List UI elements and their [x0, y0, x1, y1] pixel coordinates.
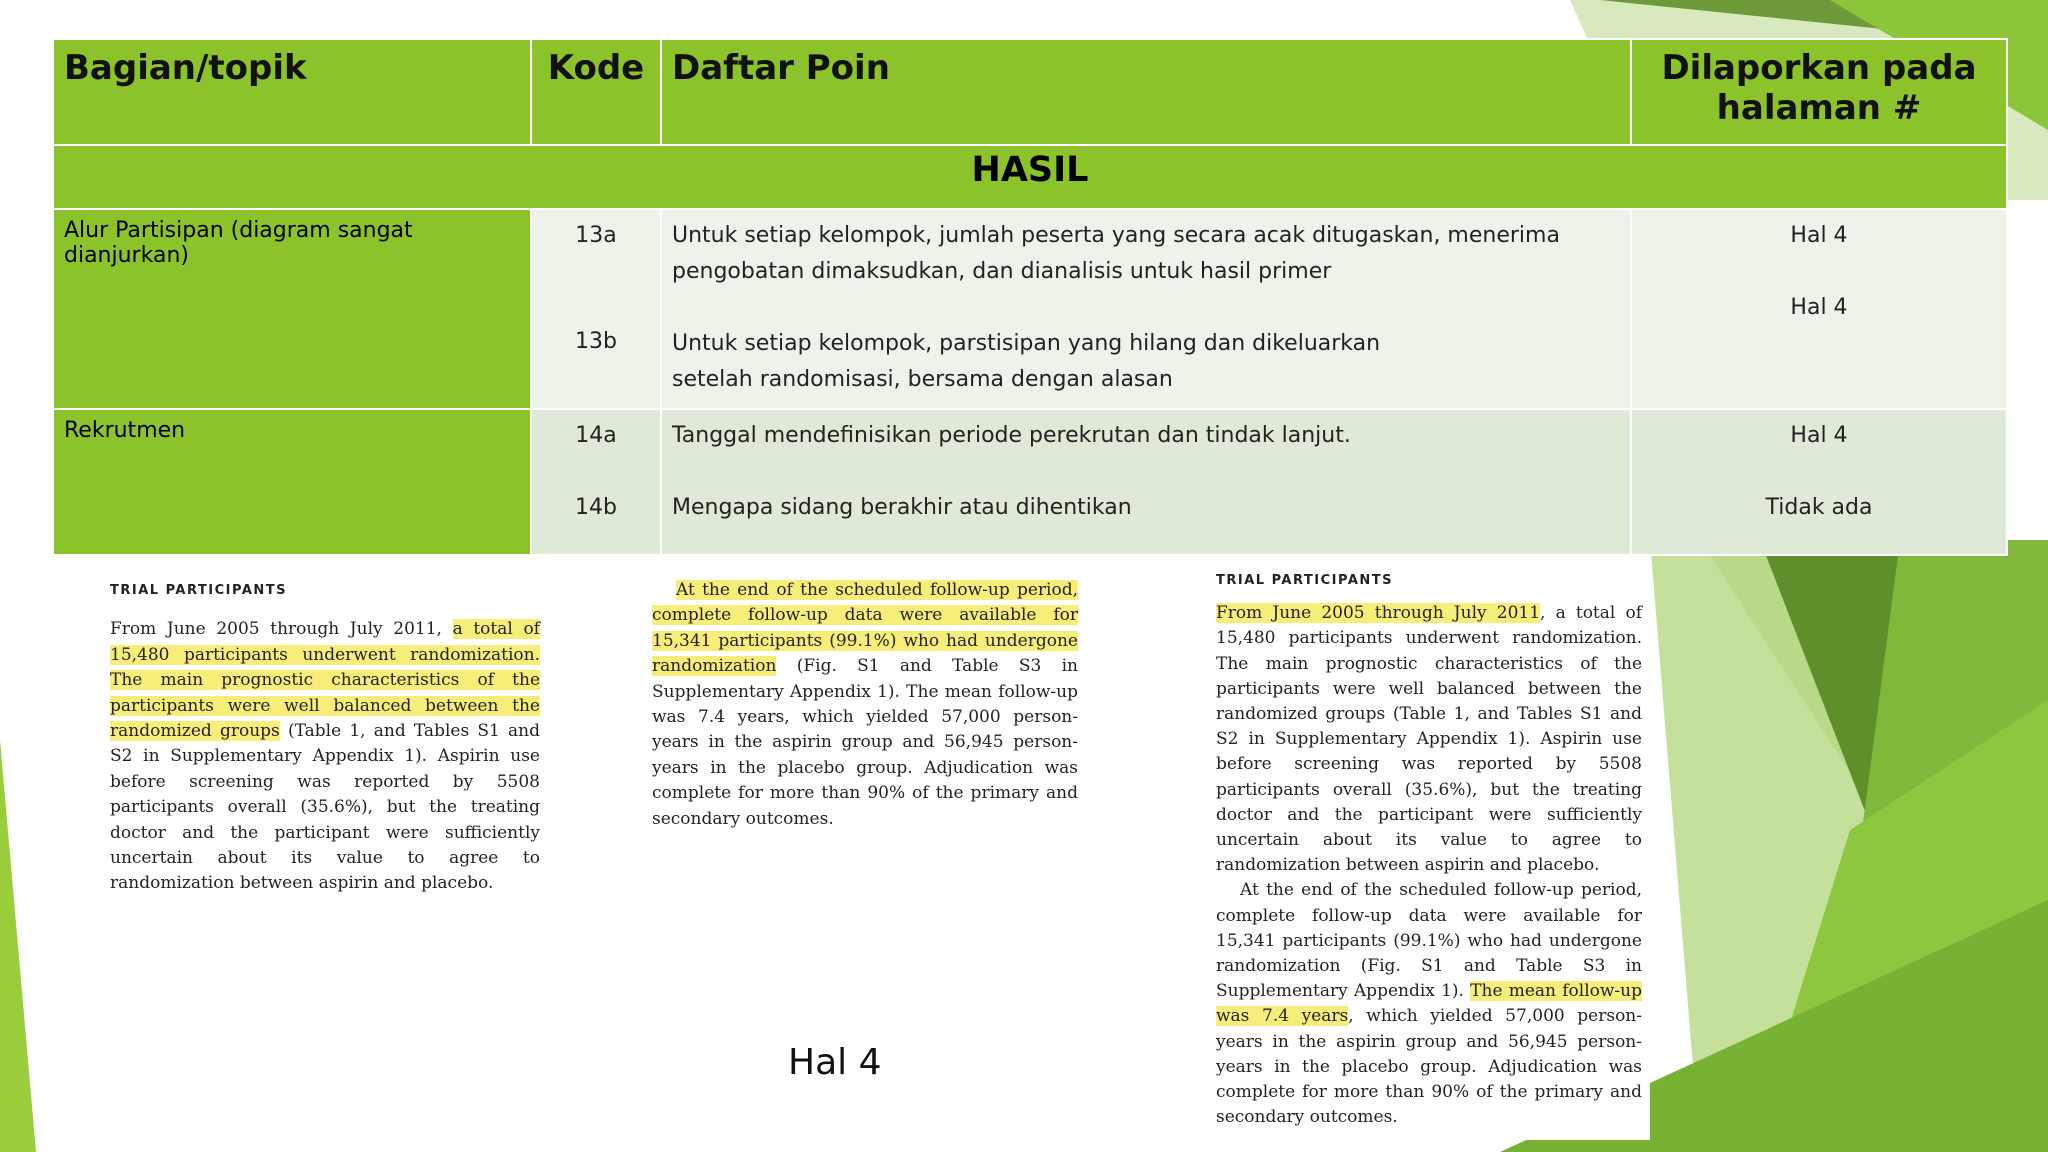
excerpt-heading: TRIAL PARTICIPANTS — [110, 583, 287, 598]
row-codes — [531, 409, 661, 555]
excerpt-heading: TRIAL PARTICIPANTS — [1216, 573, 1393, 588]
excerpt-paragraph: From June 2005 through July 2011, a total of 15,480 participants underwent randomization. The main prognostic characteristics of the participants were well balanced between the randomized groups (Table 1, and Tables S1 and S2 in Supplementary Appendix 1). Aspirin use before screening was reported by 5508 participants overall (35.6%), but the treating doctor and the participant were sufficiently uncertain about its value to agree to randomization between aspirin and placebo. — [110, 619, 540, 894]
highlighted-text: The mean follow-up was 7.4 years — [1216, 981, 1642, 1027]
page-caption: Hal 4 — [788, 1042, 882, 1083]
highlighted-text: a total of 15,480 participants underwent randomization. The main prognostic characteristics of the participants were well balanced between the randomized groups — [110, 619, 540, 742]
excerpt-middle — [652, 578, 1078, 832]
highlighted-text: From June 2005 through July 2011 — [1216, 603, 1541, 624]
item-text: Tanggal mendefinisikan periode perekrutan dan tindak lanjut. — [672, 423, 1351, 448]
item-code: 13b — [575, 329, 617, 354]
item-text: Untuk setiap kelompok, parstisipan yang hilang dan dikeluarkan setelah randomisasi, bersama dengan alasan — [672, 331, 1381, 392]
item-code: 14a — [575, 423, 617, 448]
table-header-row — [53, 39, 2007, 145]
item-text: Untuk setiap kelompok, jumlah peserta yang secara acak ditugaskan, menerima pengobatan dimaksudkan, dan dianalisis untuk hasil primer — [672, 223, 1560, 284]
section-title: HASIL — [53, 145, 2007, 209]
consort-checklist-table — [52, 38, 2008, 556]
table-row — [53, 209, 2007, 409]
row-topic: Rekrutmen — [53, 409, 531, 555]
highlighted-text: At the end of the scheduled follow-up period, complete follow-up data were available for 15,341 participants (99.1%) who had undergone randomization — [652, 580, 1078, 677]
item-page: Hal 4 — [1790, 295, 1848, 320]
header-topic: Bagian/topik — [53, 39, 531, 145]
item-code: 14b — [575, 495, 617, 520]
excerpt-paragraph: From June 2005 through July 2011, a total of 15,480 participants underwent randomization. The main prognostic characteristics of the participants were well balanced between the randomized groups (Table 1, and Tables S1 and S2 in Supplementary Appendix 1). Aspirin use before screening was reported by 5508 participants overall (35.6%), but the treating doctor and the participant were sufficiently uncertain about its value to agree to randomization between aspirin and placebo. — [1216, 603, 1642, 876]
excerpt-left — [110, 578, 540, 897]
row-pages — [1631, 409, 2007, 555]
row-items — [661, 409, 1631, 555]
row-items — [661, 209, 1631, 409]
item-code: 13a — [575, 223, 617, 248]
item-page: Hal 4 — [1790, 423, 1848, 448]
section-row — [53, 145, 2007, 209]
excerpt-paragraph: At the end of the scheduled follow-up period, complete follow-up data were available for 15,341 participants (99.1%) who had undergone randomization (Fig. S1 and Table S3 in Supplementary Appendix 1). The mean follow-up was 7.4 years, which yielded 57,000 person-years in the aspirin group and 56,945 person-years in the placebo group. Adjudication was complete for more than 90% of the primary and secondary outcomes. — [652, 580, 1078, 829]
excerpt-right — [1210, 562, 1650, 1140]
row-pages — [1631, 209, 2007, 409]
excerpt-paragraph: At the end of the scheduled follow-up period, complete follow-up data were available for 15,341 participants (99.1%) who had undergone randomization (Fig. S1 and Table S3 in Supplementary Appendix 1). The mean follow-up was 7.4 years, which yielded 57,000 person-years in the aspirin group and 56,945 person-years in the placebo group. Adjudication was complete for more than 90% of the primary and secondary outcomes. — [1216, 880, 1643, 1128]
row-codes — [531, 209, 661, 409]
header-code: Kode — [531, 39, 661, 145]
item-text: Mengapa sidang berakhir atau dihentikan — [672, 495, 1132, 520]
item-page: Hal 4 — [1790, 223, 1848, 248]
header-checklist: Daftar Poin — [661, 39, 1631, 145]
item-page: Tidak ada — [1765, 495, 1873, 520]
table-row — [53, 409, 2007, 555]
row-topic: Alur Partisipan (diagram sangat dianjurkan) — [53, 209, 531, 409]
header-page: Dilaporkan pada halaman # — [1631, 39, 2007, 145]
